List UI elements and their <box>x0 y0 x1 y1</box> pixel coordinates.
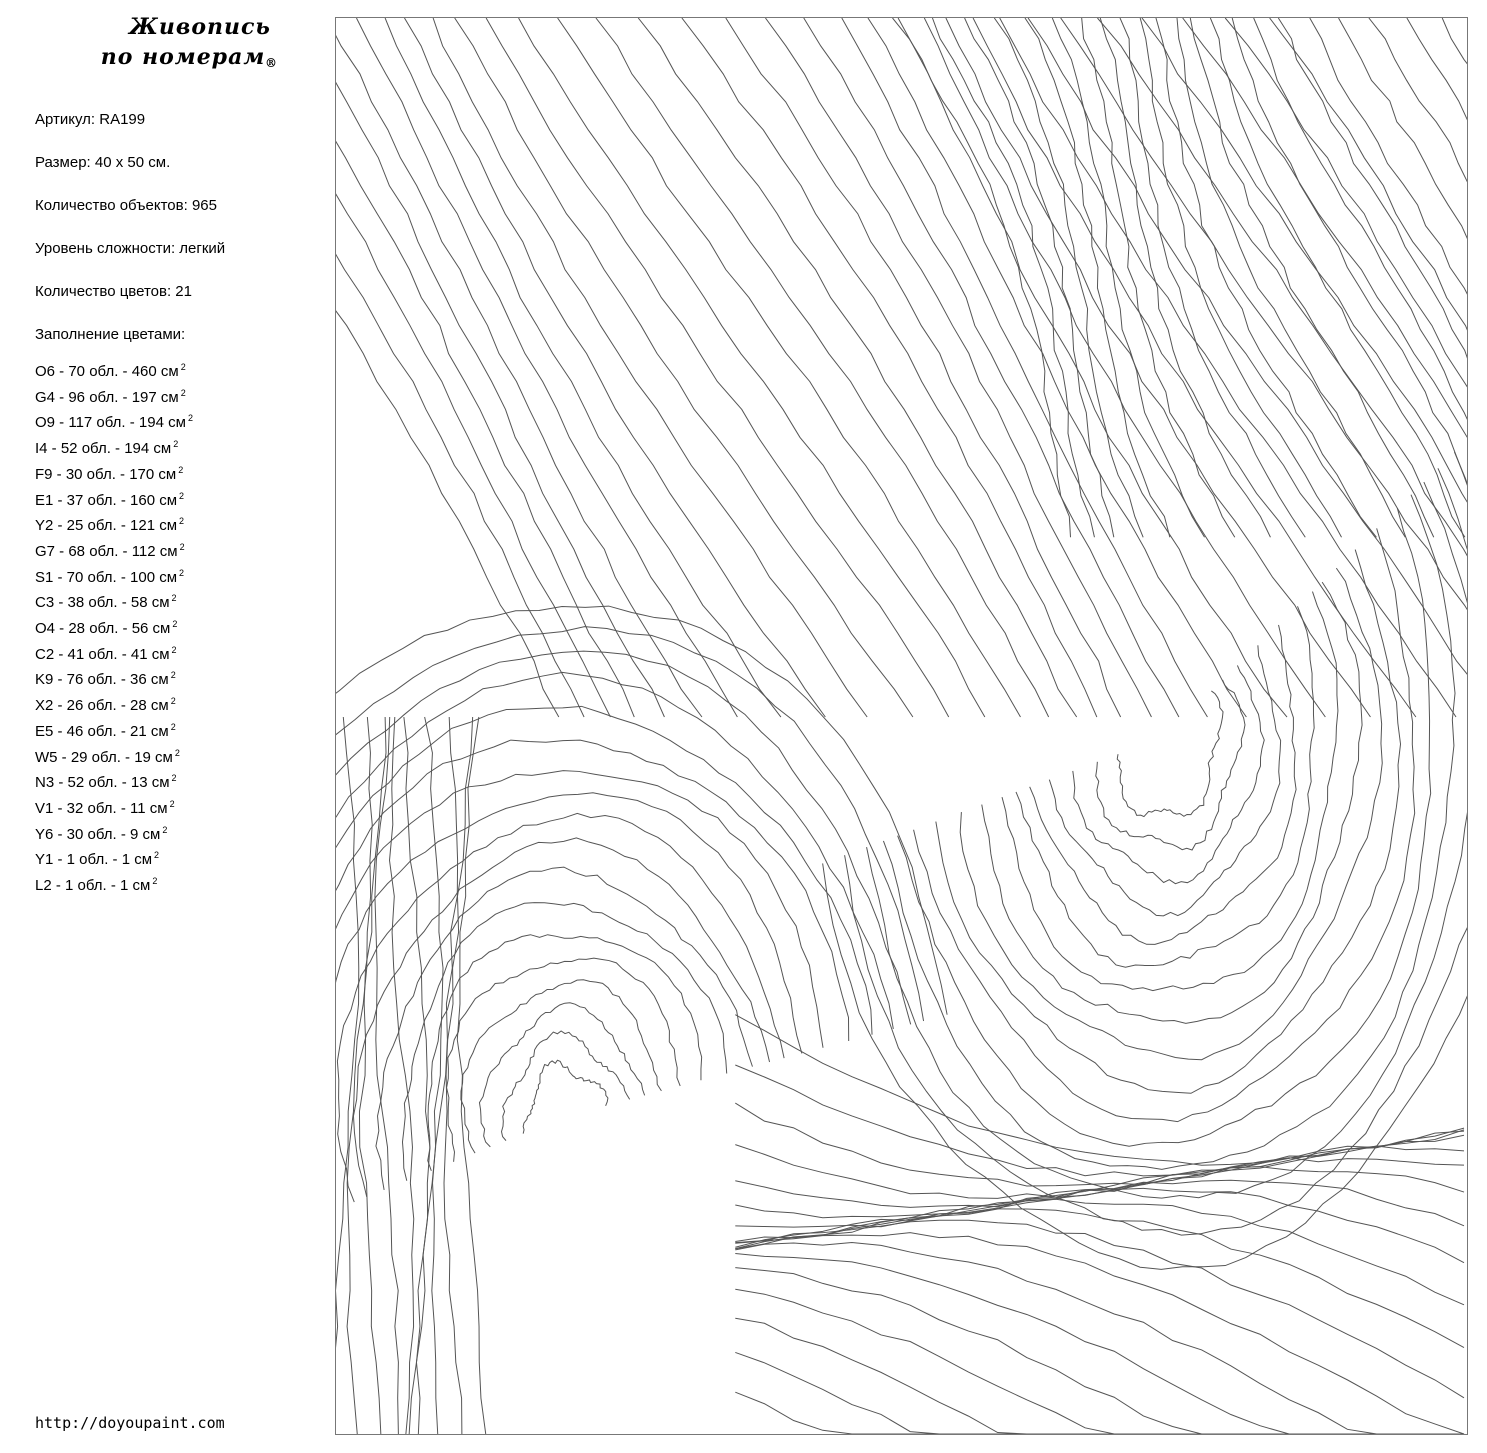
outline-stroke <box>1210 18 1465 537</box>
color-fill-text: X2 - 26 обл. - 28 см <box>35 697 169 715</box>
outline-stroke <box>486 18 949 717</box>
fill-heading: Заполнение цветами: <box>35 326 186 343</box>
outline-stroke <box>336 18 702 717</box>
outline-stroke <box>1177 18 1405 537</box>
color-fill-item <box>35 408 193 434</box>
color-fill-text: E1 - 37 обл. - 160 см <box>35 491 178 509</box>
outline-stroke <box>765 18 1151 717</box>
color-fill-item <box>35 434 193 460</box>
outline-stroke <box>982 582 1362 1023</box>
color-fill-text: E5 - 46 обл. - 21 см <box>35 722 169 740</box>
color-fill-list <box>35 357 193 897</box>
outline-stroke <box>735 1158 1464 1218</box>
outline-stroke <box>898 508 1431 1146</box>
product-info <box>35 98 225 356</box>
difficulty-text: Уровень сложности: легкий <box>35 240 226 257</box>
color-fill-item <box>35 614 193 640</box>
brand-line-2: по номерам <box>100 44 266 70</box>
outline-stroke <box>1061 18 1467 717</box>
superscript-two: 2 <box>171 773 177 784</box>
outline-stroke <box>1082 18 1235 537</box>
superscript-two: 2 <box>171 644 177 655</box>
superscript-two: 2 <box>174 747 180 758</box>
color-fill-text: G4 - 96 обл. - 197 см <box>35 388 179 406</box>
outline-stroke <box>502 1031 630 1141</box>
color-fill-item <box>35 460 193 486</box>
color-fill-text: Y1 - 1 обл. - 1 см <box>35 851 153 869</box>
outline-stroke <box>936 550 1401 1094</box>
color-fill-item <box>35 871 193 897</box>
superscript-two: 2 <box>152 876 158 887</box>
color-fill-text: Y6 - 30 обл. - 9 см <box>35 825 161 843</box>
outline-stroke <box>682 18 1097 717</box>
outline-stroke <box>596 18 1049 717</box>
outline-stroke <box>845 468 1467 1235</box>
color-fill-text: Y2 - 25 обл. - 121 см <box>35 517 178 535</box>
superscript-two: 2 <box>179 490 185 501</box>
color-fill-text: L2 - 1 обл. - 1 см <box>35 877 151 895</box>
superscript-two: 2 <box>162 824 168 835</box>
outline-stroke <box>1016 606 1314 967</box>
outline-stroke <box>336 18 634 717</box>
size-text: Размер: 40 x 50 см. <box>35 154 171 171</box>
outline-stroke <box>1442 18 1467 537</box>
color-fill-item <box>35 794 193 820</box>
outline-stroke <box>1030 625 1296 944</box>
superscript-two: 2 <box>180 387 186 398</box>
brand-logo <box>100 12 300 72</box>
outline-stroke <box>1369 18 1467 537</box>
outline-stroke <box>390 717 414 1434</box>
superscript-two: 2 <box>170 696 176 707</box>
brand-line-1: Живопись <box>129 14 271 40</box>
outline-stroke <box>404 717 430 1434</box>
outline-stroke <box>1052 18 1204 537</box>
outline-stroke <box>973 18 1416 717</box>
outline-stroke <box>1117 691 1223 817</box>
superscript-two: 2 <box>187 413 193 424</box>
color-fill-item <box>35 563 193 589</box>
outline-stroke <box>1142 18 1467 717</box>
color-fill-item <box>35 588 193 614</box>
outline-stroke <box>404 18 825 717</box>
sidebar-info-panel <box>0 0 330 1453</box>
outline-stroke <box>735 1180 1464 1241</box>
outline-stroke <box>1339 18 1467 537</box>
outline-stroke <box>523 1060 608 1133</box>
outline-stroke <box>336 706 872 1238</box>
outline-stroke <box>735 1233 1464 1434</box>
outline-stroke <box>1183 18 1467 717</box>
superscript-two: 2 <box>172 619 178 630</box>
outline-stroke <box>1225 18 1467 717</box>
outline-stroke <box>336 627 924 1259</box>
outline-stroke <box>735 1253 1464 1434</box>
outline-stroke <box>994 18 1143 537</box>
outline-stroke <box>455 18 913 717</box>
outline-stroke <box>336 672 893 1245</box>
color-fill-item <box>35 665 193 691</box>
color-fill-item <box>35 845 193 871</box>
color-fill-text: O6 - 70 обл. - 460 см <box>35 363 179 380</box>
objects-count-text: Количество объектов: 965 <box>35 197 217 214</box>
color-fill-text: C3 - 38 обл. - 58 см <box>35 594 170 612</box>
outline-stroke <box>883 495 1455 1170</box>
outline-stroke <box>735 1220 1464 1398</box>
outline-stroke <box>336 606 947 1267</box>
superscript-two: 2 <box>170 670 176 681</box>
superscript-two: 2 <box>154 850 160 861</box>
outline-stroke <box>1025 18 1170 537</box>
registered-mark: ® <box>265 56 278 70</box>
outline-stroke <box>1028 18 1467 717</box>
outline-stroke <box>735 1392 1464 1434</box>
outline-stroke <box>735 1268 1464 1434</box>
outline-stroke <box>735 1289 1464 1434</box>
color-fill-item <box>35 640 193 666</box>
outline-stroke <box>638 18 1076 717</box>
superscript-two: 2 <box>173 439 179 450</box>
outline-stroke <box>479 1003 644 1147</box>
color-fill-text: O4 - 28 обл. - 56 см <box>35 620 171 638</box>
color-fill-item <box>35 820 193 846</box>
outline-stroke <box>1100 18 1270 537</box>
outline-stroke <box>1190 18 1433 537</box>
color-fill-text: K9 - 76 обл. - 36 см <box>35 671 169 689</box>
outline-stroke <box>433 18 867 717</box>
color-fill-text: S1 - 70 обл. - 100 см <box>35 568 178 586</box>
outline-stroke <box>447 958 681 1162</box>
coloring-canvas <box>335 17 1468 1435</box>
outline-stroke <box>385 18 781 717</box>
outline-stroke <box>336 740 849 1230</box>
superscript-two: 2 <box>179 567 185 578</box>
superscript-two: 2 <box>179 541 185 552</box>
outline-stroke <box>965 18 1114 537</box>
outline-stroke <box>336 18 664 717</box>
color-fill-item <box>35 383 193 409</box>
outline-stroke <box>1049 645 1280 916</box>
color-fill-text: I4 - 52 обл. - 194 см <box>35 440 172 458</box>
outline-stroke <box>336 651 911 1251</box>
outline-stroke <box>1278 18 1467 537</box>
superscript-two: 2 <box>171 593 177 604</box>
color-fill-item <box>35 717 193 743</box>
outline-stroke <box>337 813 784 1202</box>
color-fill-item <box>35 357 193 383</box>
superscript-two: 2 <box>169 798 175 809</box>
color-fill-text: C2 - 41 обл. - 41 см <box>35 645 170 663</box>
outline-stroke <box>924 18 1325 717</box>
outline-stroke <box>1254 18 1467 537</box>
outline-stroke <box>356 18 737 717</box>
color-fill-item <box>35 768 193 794</box>
color-fill-item <box>35 743 193 769</box>
outline-stroke <box>461 980 662 1153</box>
color-fill-item <box>35 691 193 717</box>
swirl-line-art <box>336 18 1467 1434</box>
website-link[interactable]: http://doyoupaint.com <box>35 1414 225 1432</box>
outline-stroke <box>336 18 584 717</box>
color-fill-text: N3 - 52 обл. - 13 см <box>35 774 170 792</box>
article-text: Артикул: RA199 <box>35 111 146 128</box>
superscript-two: 2 <box>180 362 186 372</box>
color-fill-item <box>35 486 193 512</box>
superscript-two: 2 <box>170 721 176 732</box>
outline-stroke <box>735 1015 1464 1166</box>
superscript-two: 2 <box>178 464 184 475</box>
color-fill-item <box>35 511 193 537</box>
outline-stroke <box>1232 18 1467 537</box>
color-fill-item <box>35 537 193 563</box>
color-fill-text: W5 - 29 обл. - 19 см <box>35 748 173 766</box>
color-fill-text: F9 - 30 обл. - 170 см <box>35 465 177 483</box>
color-fill-text: O9 - 117 обл. - 194 см <box>35 414 186 432</box>
outline-stroke <box>868 18 1246 717</box>
outline-stroke <box>735 1318 1464 1434</box>
outline-stroke <box>336 18 559 717</box>
color-fill-text: V1 - 32 обл. - 11 см <box>35 799 168 817</box>
color-fill-text: G7 - 68 обл. - 112 см <box>35 542 178 560</box>
outline-stroke <box>914 528 1415 1121</box>
outline-stroke <box>735 1352 1464 1434</box>
colors-count-text: Количество цветов: 21 <box>35 283 192 300</box>
outline-stroke <box>1096 680 1245 850</box>
superscript-two: 2 <box>179 516 185 527</box>
outline-stroke <box>336 18 610 717</box>
